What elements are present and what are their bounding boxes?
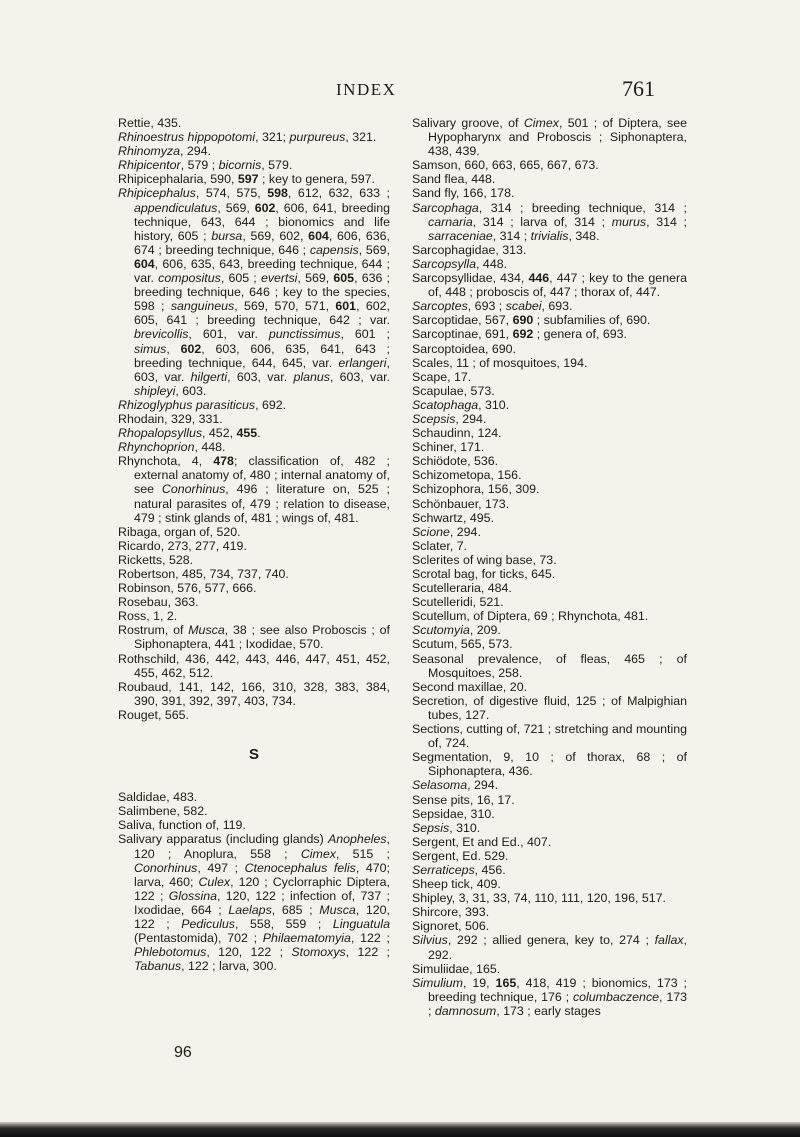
- index-entry: Rhinoestrus hippopotomi, 321; purpureus, 321.: [118, 130, 377, 145]
- index-entry: Rhizoglyphus parasiticus, 692.: [118, 397, 287, 412]
- running-header: [0, 76, 800, 106]
- index-entries-s-continued: [412, 116, 687, 1018]
- index-entry: Rhynchota, 4, 478; classification of, 482 ; external anatomy of, 480 ; internal anatomy of, see Conorhinus, 496 ; literature on, 525 ; natural parasites of, 479 ; relation to disease, 479 ; stink glands of, 481 ; wings of, 481.: [118, 454, 391, 525]
- index-entry: Schiödote, 536.: [412, 454, 499, 469]
- index-entry: Sclater, 7.: [412, 538, 468, 553]
- index-entry: Second maxillae, 20.: [412, 679, 528, 694]
- index-entry: Sarcopsyllidae, 434, 446, 447 ; key to the genera of, 448 ; proboscis of, 447 ; thorax of, 447.: [412, 271, 687, 300]
- index-entry: Schwartz, 495.: [412, 510, 494, 525]
- index-entry: Schiner, 171.: [412, 440, 485, 455]
- index-entries-s: [118, 790, 390, 973]
- index-entry: Scatophaga, 310.: [412, 397, 510, 412]
- index-entry: Ricardo, 273, 277, 419.: [118, 538, 247, 553]
- index-entry: Schizophora, 156, 309.: [412, 482, 540, 497]
- index-entry: Silvius, 292 ; allied genera, key to, 274 ; fallax, 292.: [412, 933, 687, 962]
- index-entry: Scutelleraria, 484.: [412, 581, 512, 596]
- index-entry: Scutelleridi, 521.: [412, 595, 504, 610]
- index-entry: Rhodain, 329, 331.: [118, 411, 223, 426]
- running-title: INDEX: [336, 80, 397, 99]
- index-entry: Signoret, 506.: [412, 919, 490, 934]
- index-entry: Serraticeps, 456.: [412, 862, 506, 877]
- index-entry: Rhinomyza, 294.: [118, 144, 211, 159]
- index-entry: Shircore, 393.: [412, 905, 490, 920]
- index-entry: Scione, 294.: [412, 524, 481, 539]
- index-entry: Sense pits, 16, 17.: [412, 792, 515, 807]
- index-entry: Simulium, 19, 165, 418, 419 ; bionomics, 173 ; breeding technique, 176 ; columbaczence, 173 ; damnosum, 173 ; early stages: [412, 975, 687, 1018]
- index-entry: Schizometopa, 156.: [412, 468, 522, 483]
- index-entry: Sergent, Et and Ed., 407.: [412, 834, 552, 849]
- index-entry: Sarcophagidae, 313.: [412, 242, 527, 257]
- index-entry: Sepsidae, 310.: [412, 806, 495, 821]
- index-entry: Sepsis, 310.: [412, 820, 481, 835]
- index-entry: Sarcoptes, 693 ; scabei, 693.: [412, 299, 573, 314]
- index-entry: Sheep tick, 409.: [412, 877, 501, 892]
- index-entry: Salivary groove, of Cimex, 501 ; of Diptera, see Hypopharynx and Proboscis ; Siphonaptera, 438, 439.: [412, 116, 688, 159]
- index-entry: Sarcoptidae, 567, 690 ; subfamilies of, 690.: [412, 313, 651, 328]
- index-entry: Schönbauer, 173.: [412, 496, 510, 511]
- index-entry: Salimbene, 582.: [118, 804, 208, 819]
- index-entry: Roubaud, 141, 142, 166, 310, 328, 383, 384, 390, 391, 392, 397, 403, 734.: [118, 679, 390, 708]
- scan-edge: [0, 1122, 800, 1137]
- index-entry: Shipley, 3, 31, 33, 74, 110, 111, 120, 196, 517.: [412, 891, 666, 906]
- index-entry: Scrotal bag, for ticks, 645.: [412, 567, 556, 581]
- index-entry: Scales, 11 ; of mosquitoes, 194.: [412, 355, 588, 370]
- index-entry: Rostrum, of Musca, 38 ; see also Proboscis ; of Siphonaptera, 441 ; Ixodidae, 570.: [118, 623, 390, 652]
- index-entry: Scepsis, 294.: [412, 411, 487, 426]
- index-entry: Rhipicentor, 579 ; bicornis, 579.: [118, 158, 293, 173]
- index-entry: Schaudinn, 124.: [412, 426, 502, 441]
- index-entry: Sclerites of wing base, 73.: [412, 552, 557, 567]
- folio-number: 96: [174, 1044, 192, 1061]
- index-entry: Sarcoptinae, 691, 692 ; genera of, 693.: [412, 327, 627, 342]
- index-entry: Selasoma, 294.: [412, 778, 499, 793]
- index-entry: Scapulae, 573.: [412, 383, 495, 398]
- letter-heading: S: [248, 746, 259, 764]
- index-entry: Secretion, of digestive fluid, 125 ; of Malpighian tubes, 127.: [412, 693, 687, 722]
- index-entry: Rettie, 435.: [118, 116, 182, 130]
- index-entry: Scutomyia, 209.: [412, 623, 501, 638]
- index-entry: Sand flea, 448.: [412, 172, 496, 187]
- index-column-right: [412, 116, 687, 1018]
- index-entry: Scape, 17.: [412, 369, 472, 384]
- index-entry: Sand fly, 166, 178.: [412, 186, 515, 201]
- index-entry: Sarcophaga, 314 ; breeding technique, 314 ; carnaria, 314 ; larva of, 314 ; murus, 314 ; sarraceniae, 314 ; trivialis, 348.: [412, 200, 687, 243]
- index-entry: Rhopalopsyllus, 452, 455.: [118, 426, 261, 441]
- index-entry: Rhynchoprion, 448.: [118, 440, 226, 455]
- index-entry: Ross, 1, 2.: [118, 609, 178, 624]
- index-entry: Rosebau, 363.: [118, 595, 199, 610]
- index-entry: Scutum, 565, 573.: [412, 637, 513, 652]
- index-entry: Rothschild, 436, 442, 443, 446, 447, 451, 452, 455, 462, 512.: [118, 651, 390, 680]
- index-entry: Segmentation, 9, 10 ; of thorax, 68 ; of Siphonaptera, 436.: [412, 750, 687, 779]
- index-entry: Simuliidae, 165.: [412, 961, 501, 976]
- index-entry: Samson, 660, 663, 665, 667, 673.: [412, 158, 599, 173]
- index-entry: Rhipicephalaria, 590, 597 ; key to genera, 597.: [118, 172, 375, 187]
- index-entry: Salivary apparatus (including glands) Anopheles, 120 ; Anoplura, 558 ; Cimex, 515 ; Conorhinus, 497 ; Ctenocephalus felis, 470; larva, 460; Culex, 120 ; Cyclorraphic Diptera, 122 ; Glossina, 120, 122 ; infection of, 737 ; Ixodidae, 664 ; Laelaps, 685 ; Musca, 120, 122 ; Pediculus, 558, 559 ; Linguatula (Pentastomida), 702 ; Philaematomyia, 122 ; Phlebotomus, 120, 122 ; Stomoxys, 122 ; Tabanus, 122 ; larva, 300.: [118, 832, 390, 974]
- index-entry: Robertson, 485, 734, 737, 740.: [118, 567, 289, 581]
- index-entry: Sarcoptoidea, 690.: [412, 341, 517, 356]
- index-entry: Sarcopsylla, 448.: [412, 256, 508, 271]
- index-entry: Ricketts, 528.: [118, 552, 194, 567]
- index-entry: Rouget, 565.: [118, 707, 189, 722]
- page-number: 761: [622, 76, 655, 101]
- index-entry: Seasonal prevalence, of fleas, 465 ; of Mosquitoes, 258.: [412, 651, 687, 680]
- index-entry: Ribaga, organ of, 520.: [118, 524, 241, 539]
- index-entries-r: [118, 116, 390, 722]
- index-entry: Scutellum, of Diptera, 69 ; Rhynchota, 481.: [412, 609, 649, 624]
- index-column-left: [118, 116, 390, 973]
- index-entry: Sergent, Ed. 529.: [412, 848, 509, 863]
- index-entry: Saldidae, 483.: [118, 790, 198, 805]
- index-entry: Rhipicephalus, 574, 575, 598, 612, 632, 633 ; appendiculatus, 569, 602, 606, 641, breeding technique, 643, 644 ; bionomics and life history, 605 ; bursa, 569, 602, 604, 606, 636, 674 ; breeding technique, 646 ; capensis, 569, 604, 606, 635, 643, breeding technique, 644 ; var. compositus, 605 ; evertsi, 569, 605, 636 ; breeding technique, 646 ; key to the species, 598 ; sanguineus, 569, 570, 571, 601, 602, 605, 641 ; breeding technique, 642 ; var. brevicollis, 601, var. punctissimus, 601 ; simus, 602, 603, 606, 635, 641, 643 ; breeding technique, 644, 645, var. erlangeri, 603, var. hilgerti, 603, var. planus, 603, var. shipleyi, 603.: [118, 186, 390, 398]
- index-entry: Robinson, 576, 577, 666.: [118, 581, 257, 596]
- index-entry: Saliva, function of, 119.: [118, 818, 246, 833]
- index-entry: Sections, cutting of, 721 ; stretching and mounting of, 724.: [412, 722, 687, 751]
